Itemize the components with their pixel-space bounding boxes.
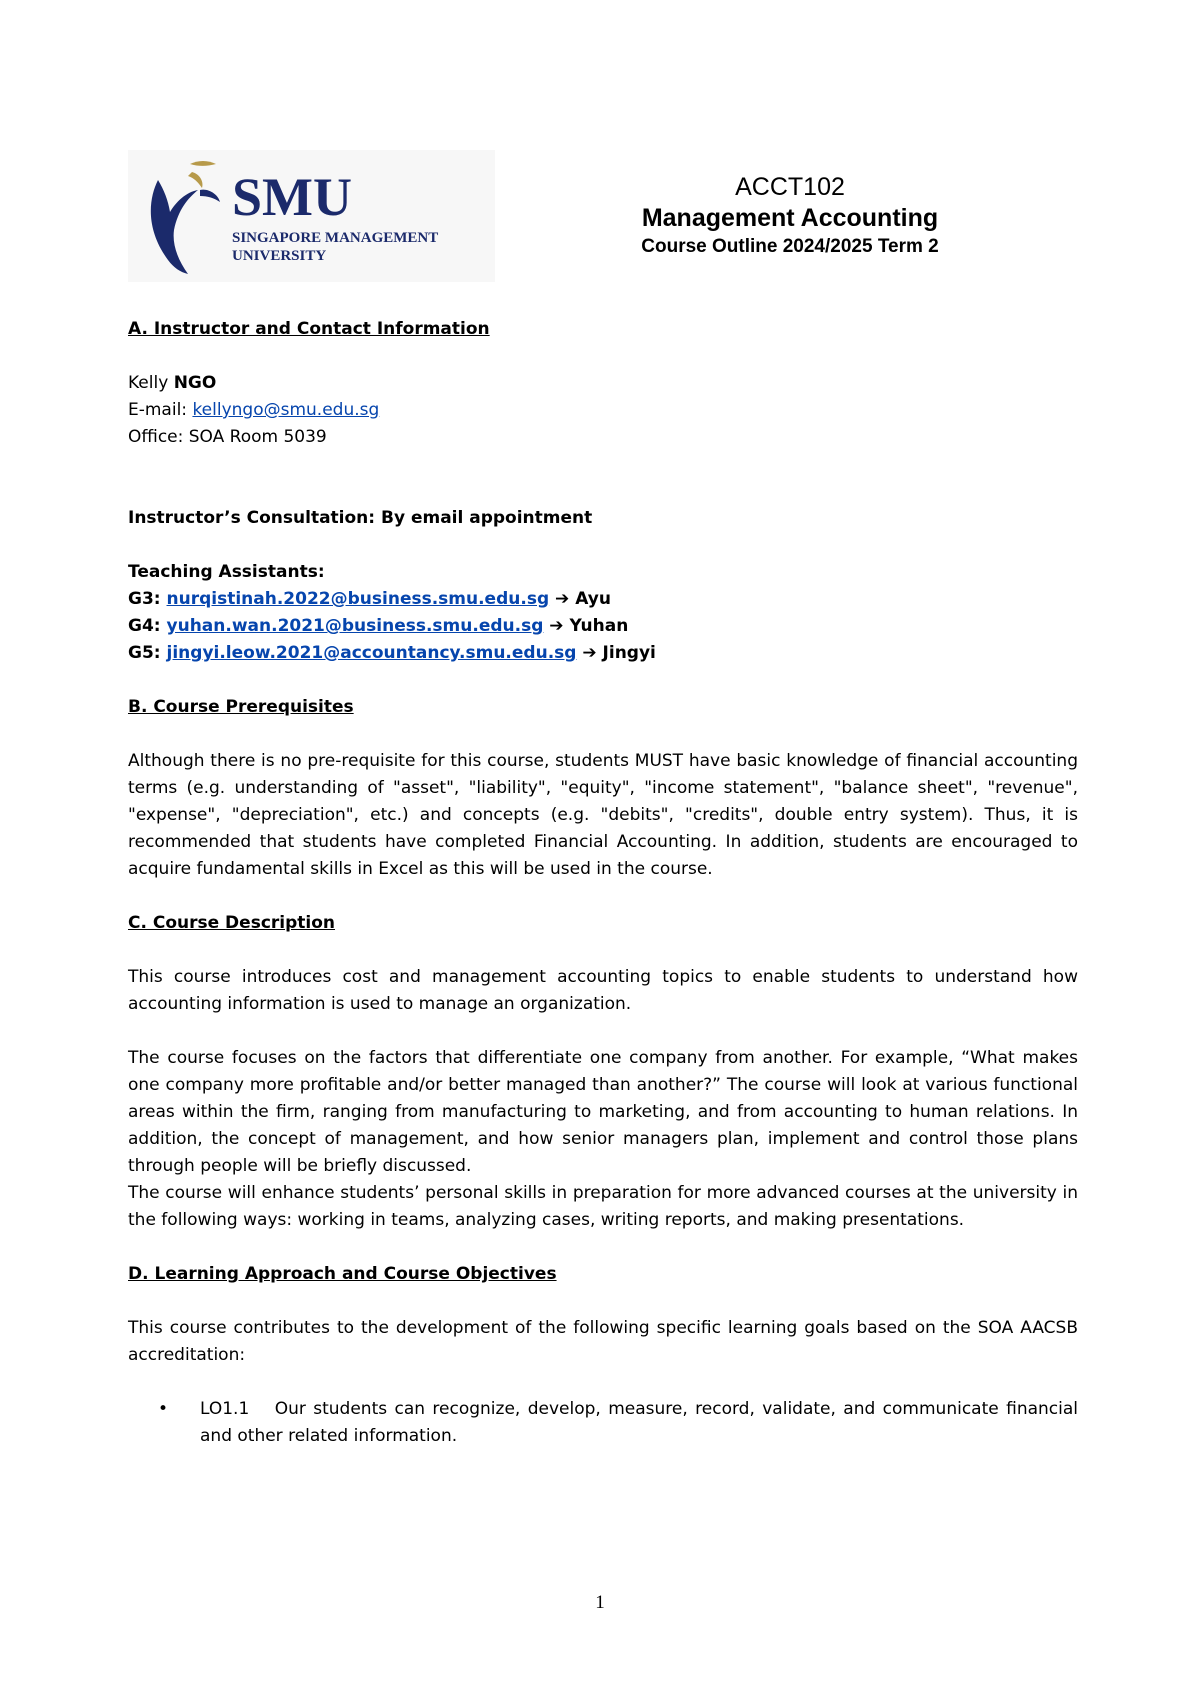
ta-email-link[interactable]: jingyi.leow.2021@accountancy.smu.edu.sg xyxy=(166,643,577,663)
ta-email-link[interactable]: nurqistinah.2022@business.smu.edu.sg xyxy=(166,589,550,609)
email-label: E-mail: xyxy=(128,400,188,420)
list-item xyxy=(128,1396,1078,1450)
prerequisites-paragraph: Although there is no pre-requisite for this course, students MUST have basic knowledge of financial accounting terms (e.g. understanding of "asset", "liability", "equity", "income statement", "balance sheet", "revenue", "expense", "depreciation", etc.) and concepts (e.g. "debits", "credits", double entry system). Thus, it is recommended that students have completed Financial Accounting. In addition, students are encouraged to acquire fundamental skills in Excel as this will be used in the course. xyxy=(128,751,1078,879)
course-name: Management Accounting xyxy=(641,204,939,232)
smu-logo xyxy=(128,150,495,282)
ta-heading: Teaching Assistants: xyxy=(128,562,325,582)
course-code: ACCT102 xyxy=(735,173,845,201)
ta-group: G5: xyxy=(128,643,161,663)
svg-text:SMU: SMU xyxy=(232,167,352,227)
description-paragraph-3: The course will enhance students’ personal skills in preparation for more advanced courses at the university in the following ways: working in teams, analyzing cases, writing reports, and making presentations. xyxy=(128,1183,1078,1230)
instructor-email-line xyxy=(128,397,1078,424)
arrow-right-icon: ➔ xyxy=(555,589,570,609)
course-term: Course Outline 2024/2025 Term 2 xyxy=(641,236,939,257)
ta-row xyxy=(128,586,1078,613)
instructor-name xyxy=(128,370,1078,397)
ta-row xyxy=(128,640,1078,667)
learning-goals-intro: This course contributes to the development of the following specific learning goals based on the SOA AACSB accreditation: xyxy=(128,1318,1078,1365)
ta-row xyxy=(128,613,1078,640)
arrow-right-icon: ➔ xyxy=(582,643,597,663)
ta-name: Yuhan xyxy=(569,616,629,636)
bullet-icon: • xyxy=(158,1399,169,1419)
ta-name: Ayu xyxy=(575,589,611,609)
office-line: Office: SOA Room 5039 xyxy=(128,427,327,447)
instructor-email-link[interactable]: kellyngo@smu.edu.sg xyxy=(192,400,380,420)
section-b-heading: B. Course Prerequisites xyxy=(128,697,354,717)
course-header xyxy=(600,172,980,260)
learning-goals-list xyxy=(128,1396,1078,1450)
learning-goal-text: Our students can recognize, develop, measure, record, validate, and communicate financial and other related information. xyxy=(200,1399,1078,1446)
svg-text:UNIVERSITY: UNIVERSITY xyxy=(232,248,327,264)
instructor-first-name: Kelly xyxy=(128,373,169,393)
ta-group: G4: xyxy=(128,616,161,636)
consultation-line: Instructor’s Consultation: By email appointment xyxy=(128,508,593,528)
section-a-heading: A. Instructor and Contact Information xyxy=(128,319,490,339)
svg-text:SINGAPORE MANAGEMENT: SINGAPORE MANAGEMENT xyxy=(232,230,439,246)
section-d-heading: D. Learning Approach and Course Objectives xyxy=(128,1264,557,1284)
description-paragraph-1: This course introduces cost and management accounting topics to enable students to understand how accounting information is used to manage an organization. xyxy=(128,967,1078,1014)
section-c-heading: C. Course Description xyxy=(128,913,336,933)
learning-goal-code: LO1.1 xyxy=(200,1399,250,1419)
ta-name: Jingyi xyxy=(602,643,656,663)
arrow-right-icon: ➔ xyxy=(549,616,564,636)
instructor-last-name: NGO xyxy=(173,373,217,393)
page-number: 1 xyxy=(595,1592,605,1613)
description-paragraph-2: The course focuses on the factors that differentiate one company from another. For example, “What makes one company more profitable and/or better managed than another?” The course will look at various functional areas within the firm, ranging from manufacturing to marketing, and from accounting to human relations. In addition, the concept of management, and how senior managers plan, implement and control those plans through people will be briefly discussed. xyxy=(128,1048,1078,1176)
document-body xyxy=(128,316,1078,1450)
ta-group: G3: xyxy=(128,589,161,609)
ta-email-link[interactable]: yuhan.wan.2021@business.smu.edu.sg xyxy=(166,616,544,636)
